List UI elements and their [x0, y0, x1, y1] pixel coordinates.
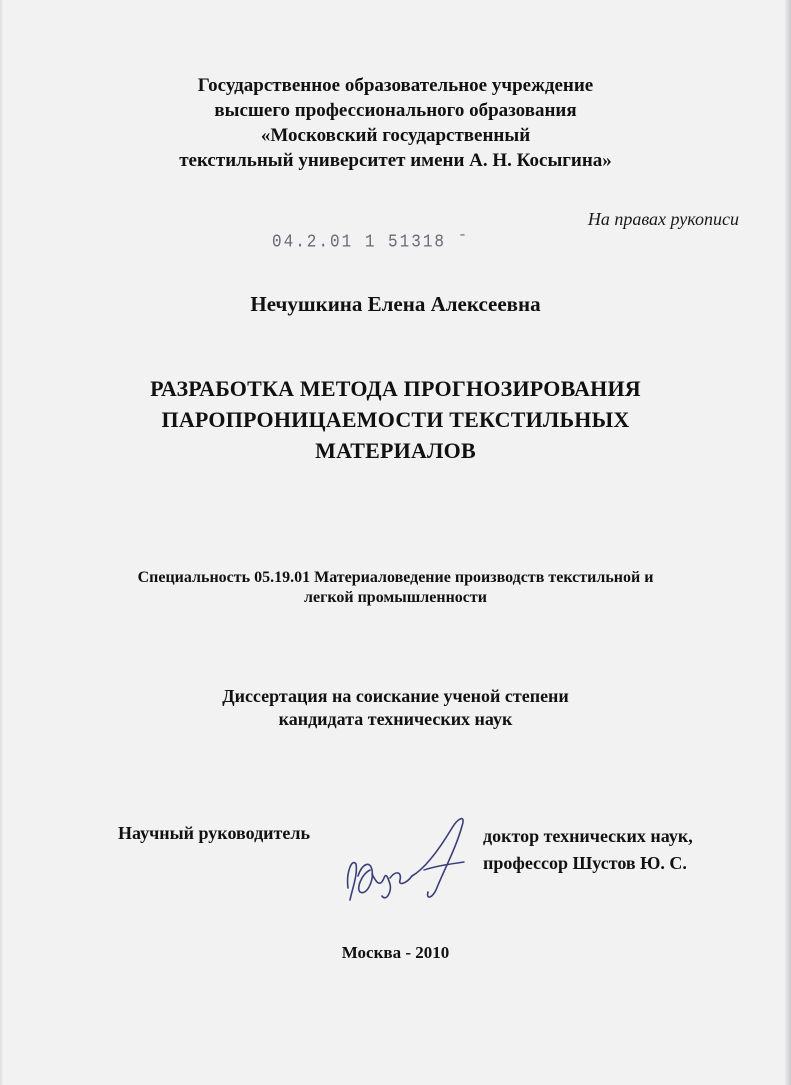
title-line-3: МАТЕРИАЛОВ — [315, 438, 476, 463]
institution-header — [0, 73, 791, 173]
dissertation-title — [0, 373, 791, 466]
title-line-2: ПАРОПРОНИЦАЕМОСТИ ТЕКСТИЛЬНЫХ — [161, 407, 630, 432]
institution-line-2: высшего профессионального образования — [214, 100, 577, 121]
advisor-name: профессор Шустов Ю. С. — [483, 853, 687, 873]
specialty-line-2: легкой промышленности — [304, 589, 487, 606]
signature-image — [340, 808, 490, 913]
degree-line-2: кандидата технических наук — [278, 709, 513, 729]
advisor-info — [483, 823, 693, 877]
author-name: Нечушкина Елена Алексеевна — [250, 292, 541, 316]
specialty-line-1: Специальность 05.19.01 Материаловедение производств текстильной и — [137, 569, 654, 586]
degree-statement — [0, 685, 791, 731]
specialty — [0, 568, 791, 608]
stamp-number: 04.2.01 1 51318 ˉ — [272, 231, 470, 253]
degree-line-1: Диссертация на соискание ученой степени — [222, 686, 569, 706]
city-year: Москва - 2010 — [341, 943, 450, 962]
title-line-1: РАЗРАБОТКА МЕТОДА ПРОГНОЗИРОВАНИЯ — [150, 376, 641, 401]
institution-line-1: Государственное образовательное учреждение — [197, 75, 594, 96]
institution-line-4: текстильный университет имени А. Н. Косыгина» — [179, 150, 612, 171]
advisor-label: Научный руководитель — [118, 823, 310, 843]
institution-line-3: «Московский государственный — [260, 125, 531, 146]
rights-note: На правах рукописи — [587, 209, 739, 229]
advisor-degree: доктор технических наук, — [483, 826, 693, 846]
